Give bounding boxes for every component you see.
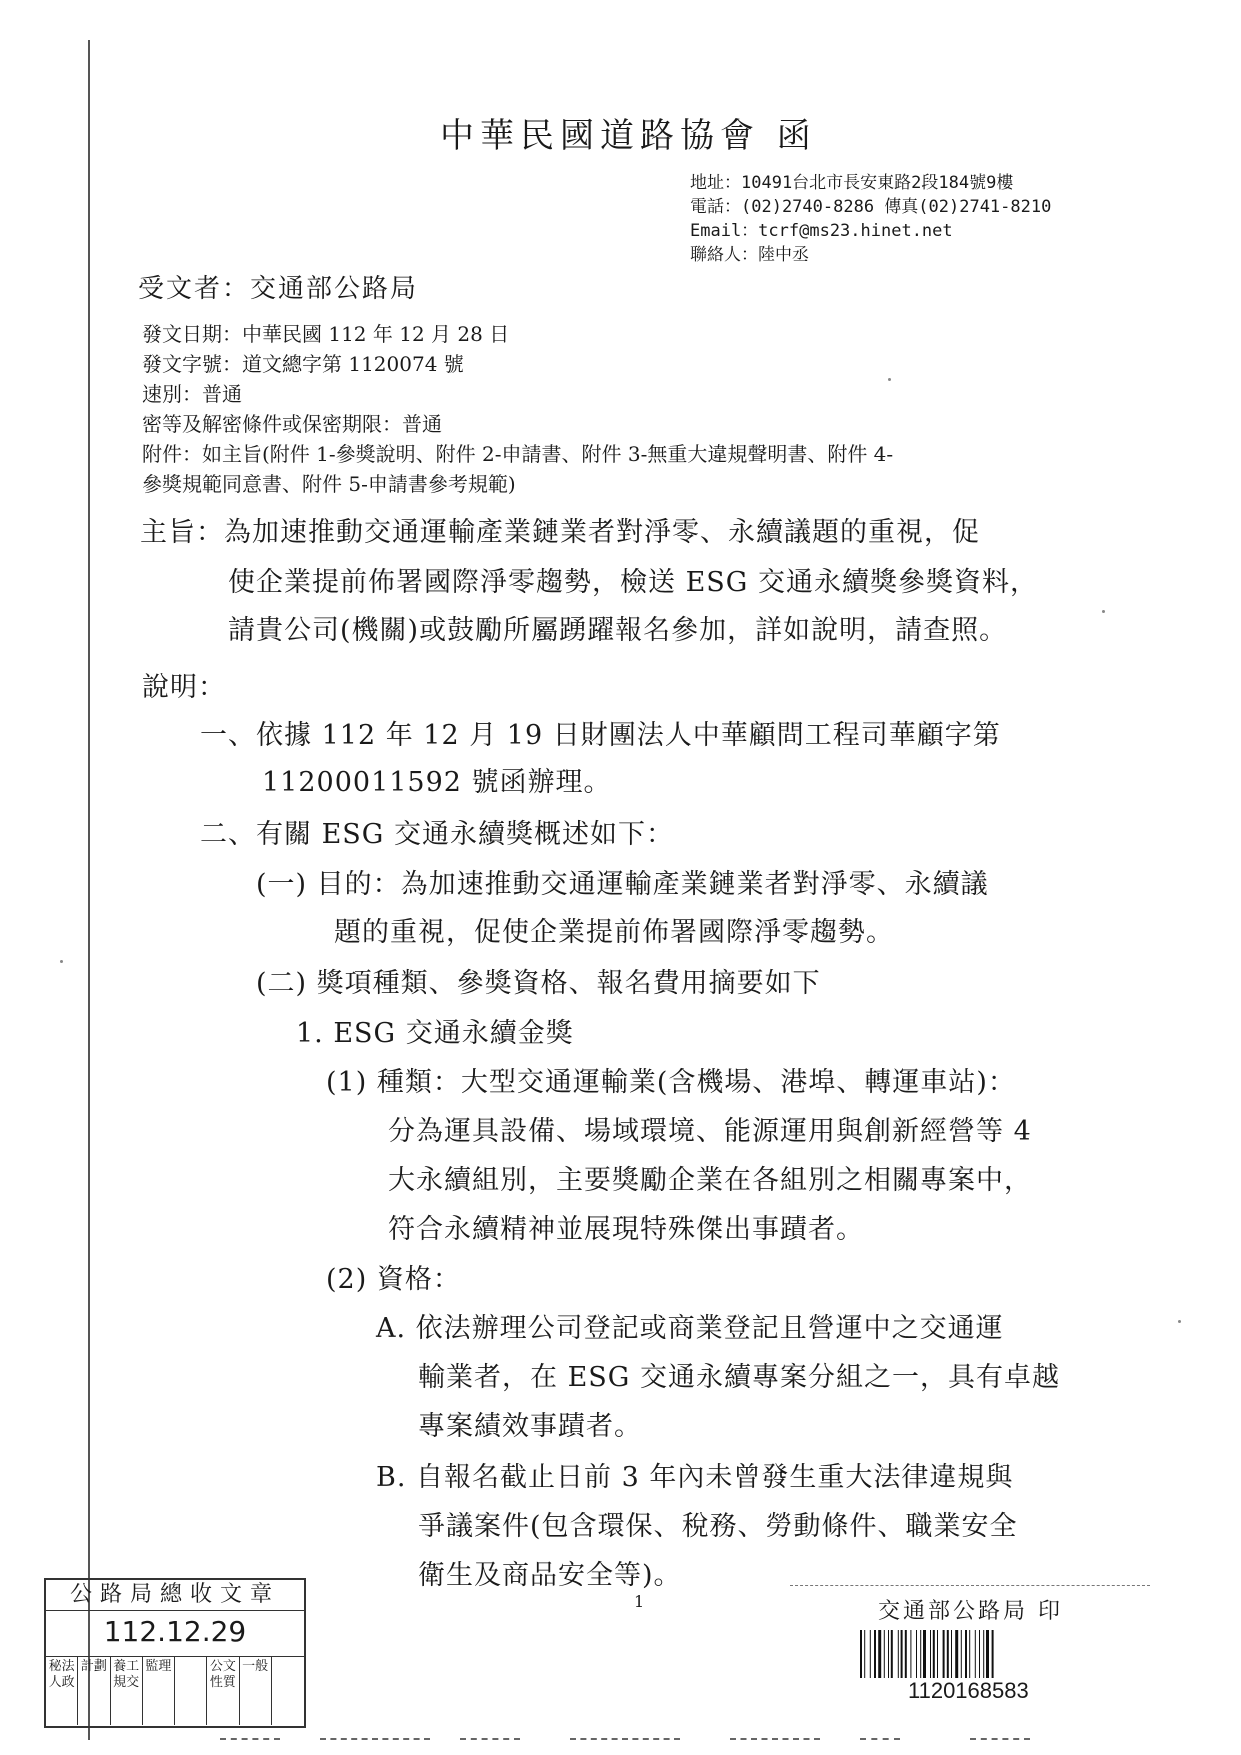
barcode-bar (884, 1630, 885, 1678)
sub-item-2: (二) 獎項種類、參獎資格、報名費用摘要如下 (256, 968, 821, 999)
explanation-item-2: 二、有關 ESG 交通永續獎概述如下： (200, 819, 674, 850)
explanation-item-1-line-2: 11200011592 號函辦理。 (262, 767, 612, 798)
delivery-speed: 速別：普通 (142, 382, 242, 406)
issue-date: 發文日期：中華民國 112 年 12 月 28 日 (142, 322, 510, 346)
stamp-cell: 秘法人政 (46, 1657, 78, 1725)
scan-artifact (970, 1738, 1030, 1740)
stamp-cell: 一般 (240, 1657, 272, 1725)
scan-artifact (860, 1738, 900, 1740)
barcode-bar (951, 1630, 952, 1678)
subject-line-1: 主旨：為加速推動交通運輸產業鏈業者對淨零、永續議題的重視，促 (140, 517, 980, 548)
barcode-bar (937, 1630, 938, 1678)
stamp-cell: 監理 (143, 1657, 175, 1725)
receipt-stamp-grid (46, 1656, 304, 1725)
barcode-bar (961, 1630, 962, 1678)
sub-item-1-line-1: (一) 目的：為加速推動交通運輸產業鏈業者對淨零、永續議 (256, 869, 989, 900)
barcode-bar (930, 1630, 931, 1678)
scan-artifact (320, 1738, 430, 1740)
barcode-bar (920, 1630, 921, 1678)
subject-line-2: 使企業提前佈署國際淨零趨勢，檢送 ESG 交通永續獎參獎資料， (228, 567, 1038, 598)
stamp-cell: 計劃 (78, 1657, 110, 1725)
barcode-bar (888, 1630, 889, 1678)
barcode-bar (870, 1630, 871, 1678)
seal-divider (790, 1585, 1150, 1587)
barcode-bar (947, 1630, 949, 1678)
stamp-cell (175, 1657, 207, 1725)
award-1-type-line-1: (1) 種類：大型交通運輸業(含機場、港埠、轉運車站)： (326, 1067, 1016, 1098)
award-1-type-line-3: 大永續組別，主要獎勵企業在各組別之相關專案中， (388, 1165, 1032, 1196)
barcode (858, 1630, 1086, 1678)
award-1-title: 1. ESG 交通永續金獎 (296, 1018, 574, 1049)
subject-line-3: 請貴公司(機關)或鼓勵所屬踴躍報名參加，詳如說明，請查照。 (228, 615, 1008, 646)
barcode-bar (878, 1630, 881, 1678)
scan-artifact (730, 1738, 820, 1740)
recipient: 受文者：交通部公路局 (138, 274, 419, 304)
barcode-bar (933, 1630, 935, 1678)
barcode-bar (986, 1630, 989, 1678)
sender-email: Email：tcrf@ms23.hinet.net (690, 221, 953, 241)
attachments-line-1: 附件：如主旨(附件 1-參獎說明、附件 2-申請書、附件 3-無重大違規聲明書、附件 4- (142, 442, 894, 466)
barcode-bar (965, 1630, 967, 1678)
eligibility-b-line-1: B. 自報名截止日前 3 年內未曾發生重大法律違規與 (376, 1462, 1014, 1493)
sender-phone: 電話：(02)2740-8286 傳真(02)2741-8210 (690, 197, 1052, 217)
barcode-bar (898, 1630, 899, 1678)
scan-artifact (570, 1738, 680, 1740)
page-number: 1 (634, 1592, 645, 1611)
barcode-bar (975, 1630, 976, 1678)
sender-contact: 聯絡人：陸中丞 (690, 245, 809, 265)
scan-speck (888, 378, 891, 381)
award-1-type-line-4: 符合永續精神並展現特殊傑出事蹟者。 (388, 1214, 864, 1245)
barcode-bar (983, 1630, 984, 1678)
margin-rule (88, 40, 90, 1740)
scan-speck (1102, 610, 1105, 613)
barcode-bar (923, 1630, 926, 1678)
scan-speck (1178, 1320, 1181, 1323)
receipt-stamp (44, 1578, 306, 1728)
receipt-stamp-title: 公路局總收文章 (46, 1580, 304, 1611)
barcode-bar (992, 1630, 994, 1678)
scan-speck (60, 960, 63, 963)
barcode-number: 1120168583 (908, 1678, 1029, 1703)
barcode-bar (860, 1630, 862, 1678)
barcode-bar (979, 1630, 980, 1678)
eligibility-a-line-2: 輸業者，在 ESG 交通永續專案分組之一，具有卓越 (418, 1362, 1060, 1393)
stamp-cell: 養工規交 (111, 1657, 143, 1725)
scan-artifact (220, 1738, 280, 1740)
award-1-eligibility: (2) 資格： (326, 1264, 461, 1295)
document-number: 發文字號：道文總字第 1120074 號 (142, 352, 464, 376)
barcode-bar (943, 1630, 945, 1678)
barcode-bar (916, 1630, 917, 1678)
secrecy-level: 密等及解密條件或保密期限：普通 (142, 412, 442, 436)
barcode-bar (969, 1630, 970, 1678)
explanation-item-1-line-1: 一、依據 112 年 12 月 19 日財團法人中華顧問工程司華顧字第 (200, 720, 1001, 751)
eligibility-b-line-2: 爭議案件(包含環保、稅務、勞動條件、職業安全 (418, 1511, 1018, 1542)
document-title: 中華民國道路協會 函 (440, 116, 817, 156)
barcode-bar (905, 1630, 907, 1678)
sender-address: 地址：10491台北市長安東路2段184號9樓 (690, 173, 1014, 193)
attachments-line-2: 參獎規範同意書、附件 5-申請書參考規範) (142, 472, 516, 496)
barcode-bar (910, 1630, 911, 1678)
eligibility-a-line-1: A. 依法辦理公司登記或商業登記且營運中之交通運 (376, 1313, 1004, 1344)
stamp-cell: 公文性質 (207, 1657, 239, 1725)
explanation-heading: 說明： (142, 672, 226, 703)
barcode-bar (864, 1630, 865, 1678)
eligibility-b-line-3: 衛生及商品安全等)。 (418, 1560, 682, 1591)
barcode-bar (955, 1630, 958, 1678)
barcode-bar (874, 1630, 876, 1678)
sub-item-1-line-2: 題的重視，促使企業提前佈署國際淨零趨勢。 (334, 917, 894, 948)
barcode-bar (891, 1630, 893, 1678)
barcode-bar (901, 1630, 903, 1678)
award-1-type-line-2: 分為運具設備、場域環境、能源運用與創新經營等 4 (388, 1116, 1032, 1147)
scan-artifact (460, 1738, 520, 1740)
receipt-stamp-date: 112.12.29 (103, 1615, 247, 1648)
stamp-cell (272, 1657, 304, 1725)
eligibility-a-line-3: 專案績效事蹟者。 (418, 1411, 642, 1442)
official-seal-label: 交通部公路局 印 (878, 1599, 1063, 1624)
